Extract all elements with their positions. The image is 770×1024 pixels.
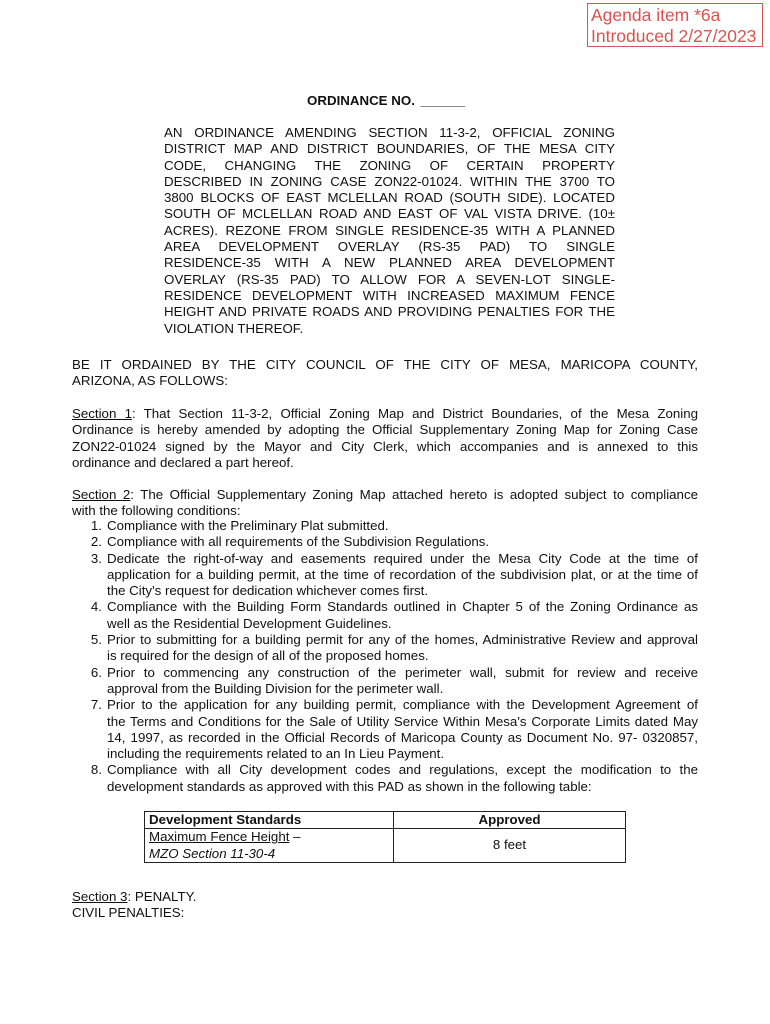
section-3 bbox=[72, 889, 698, 922]
condition-text-line: 14, 1997, as recorded in the Official Records of Maricopa County as Document No. 97- 0320857, bbox=[107, 729, 698, 745]
section-1-first-line bbox=[72, 406, 698, 422]
condition-number: 5 . bbox=[82, 632, 102, 648]
fence-height-cell bbox=[145, 829, 394, 863]
condition-item bbox=[72, 697, 698, 762]
caption-line: RESIDENCE DEVELOPMENT WITH INCREASED MAXIMUM FENCE bbox=[164, 287, 615, 303]
condition-number: 6 . bbox=[82, 665, 102, 681]
condition-text-line: Compliance with the Preliminary Plat submitted. bbox=[107, 518, 389, 533]
section-3-title: : PENALTY. bbox=[127, 889, 197, 904]
condition-item bbox=[72, 632, 698, 665]
condition-item bbox=[72, 665, 698, 698]
condition-number: 2 . bbox=[82, 534, 102, 550]
caption-line: 3800 BLOCKS OF EAST MCLELLAN ROAD (SOUTH SIDE). LOCATED bbox=[164, 190, 615, 206]
enacting-line: BE IT ORDAINED BY THE CITY COUNCIL OF THE CITY OF MESA, MARICOPA COUNTY, bbox=[72, 357, 698, 372]
section-2 bbox=[72, 487, 698, 520]
caption-line: AREA DEVELOPMENT OVERLAY (RS-35 PAD) TO SINGLE bbox=[164, 239, 615, 255]
fence-height-value: 8 feet bbox=[394, 829, 626, 863]
mzo-section-ref: MZO Section 11-30-4 bbox=[149, 845, 276, 861]
agenda-item-label: Agenda item *6a bbox=[591, 5, 721, 25]
section-1-line: ordinance and declared a part hereof. bbox=[72, 454, 294, 470]
caption-line: DESCRIBED IN ZONING CASE ZON22-01024. WITHIN THE 3700 TO bbox=[164, 173, 615, 189]
condition-text-line: approval from the Building Division for the perimeter wall. bbox=[107, 680, 444, 696]
table-header-approved: Approved bbox=[394, 812, 626, 829]
section-1-line: ZON22-01024 signed by the Mayor and City Clerk, which accompanies and is annexed to this bbox=[72, 438, 698, 454]
section-2-first-text: : The Official Supplementary Zoning Map attached hereto is adopted subject to compliance bbox=[130, 487, 698, 502]
caption-line: VIOLATION THEREOF. bbox=[164, 320, 304, 336]
section-3-heading: Section 3 bbox=[72, 889, 128, 904]
caption-line: SOUTH OF MCLELLAN ROAD AND EAST OF VAL VISTA DRIVE. (10± bbox=[164, 206, 615, 222]
condition-number: 7 . bbox=[82, 697, 102, 713]
condition-number: 1 . bbox=[82, 518, 102, 534]
section-2-second-line: with the following conditions: bbox=[72, 503, 241, 519]
caption-line: RESIDENCE-35 WITH A NEW PLANNED AREA DEVELOPMENT bbox=[164, 255, 615, 271]
condition-item bbox=[72, 534, 698, 550]
agenda-stamp bbox=[587, 3, 763, 47]
ordinance-number-label: ORDINANCE NO. bbox=[307, 93, 415, 108]
section-1-line: Ordinance is hereby amended by adopting the Official Supplementary Zoning Map for Zoning Case bbox=[72, 422, 698, 438]
condition-text-line: Prior to submitting for a building permit for any of the homes, Administrative Review and approval bbox=[107, 632, 698, 648]
ordinance-title bbox=[0, 93, 770, 109]
condition-number: 3 . bbox=[82, 551, 102, 567]
condition-item bbox=[72, 551, 698, 600]
caption-line: CODE, CHANGING THE ZONING OF CERTAIN PROPERTY bbox=[164, 157, 615, 173]
condition-item bbox=[72, 762, 698, 795]
table-header-row bbox=[145, 812, 626, 829]
section-1-body bbox=[72, 422, 698, 471]
condition-text-line: Prior to commencing any construction of the perimeter wall, submit for review and receive bbox=[107, 664, 698, 680]
enacting-clause bbox=[72, 357, 698, 390]
condition-text-line: including the requirements related to an In Lieu Payment. bbox=[107, 746, 445, 762]
condition-text-line: is required for the design of all of the proposed homes. bbox=[107, 648, 429, 664]
table-row bbox=[145, 829, 626, 863]
enacting-line: ARIZONA, AS FOLLOWS: bbox=[72, 373, 228, 389]
fence-height-label: Maximum Fence Height bbox=[149, 829, 290, 845]
introduced-date-label: Introduced 2/27/2023 bbox=[591, 26, 757, 46]
caption-line: ACRES). REZONE FROM SINGLE RESIDENCE-35 WITH A PLANNED bbox=[164, 222, 615, 238]
fence-height-dash: – bbox=[289, 829, 301, 845]
development-standards-table bbox=[144, 811, 626, 863]
section-2-first-line bbox=[72, 487, 698, 503]
civil-penalties-heading: CIVIL PENALTIES: bbox=[72, 905, 185, 921]
section-1-first-text: : That Section 11-3-2, Official Zoning Map and District Boundaries, of the Mesa Zoning bbox=[131, 406, 698, 421]
section-1 bbox=[72, 406, 698, 471]
condition-text-line: development standards as approved with this PAD as shown in the following table: bbox=[107, 778, 592, 794]
condition-text-line: Compliance with all City development codes and regulations, except the modification to the bbox=[107, 762, 698, 778]
condition-text-line: the City's request for dedication whichever comes first. bbox=[107, 583, 429, 599]
condition-text-line: the Terms and Conditions for the Sale of Utility Service Within Mesa's Corporate Limits dated May bbox=[107, 713, 698, 729]
ordinance-caption bbox=[164, 125, 615, 337]
section-2-heading: Section 2 bbox=[72, 487, 131, 502]
section-1-heading: Section 1 bbox=[72, 406, 132, 421]
ordinance-number-blank: ______ bbox=[420, 93, 465, 108]
caption-line: HEIGHT AND PRIVATE ROADS AND PROVIDING PENALTIES FOR THE bbox=[164, 304, 615, 320]
condition-text-line: Compliance with all requirements of the Subdivision Regulations. bbox=[107, 534, 490, 550]
caption-line: AN ORDINANCE AMENDING SECTION 11-3-2, OFFICIAL ZONING bbox=[164, 125, 615, 140]
conditions-list bbox=[72, 518, 698, 795]
condition-text-line: Dedicate the right-of-way and easements required under the Mesa City Code at the time of bbox=[107, 550, 698, 566]
condition-number: 8 . bbox=[82, 762, 102, 778]
condition-item bbox=[72, 599, 698, 632]
condition-text-line: Compliance with the Building Form Standards outlined in Chapter 5 of the Zoning Ordinance as bbox=[107, 599, 698, 615]
condition-number: 4 . bbox=[82, 599, 102, 615]
condition-item bbox=[72, 518, 698, 534]
condition-text-line: well as the Residential Development Guidelines. bbox=[107, 615, 392, 631]
table-header-standards: Development Standards bbox=[145, 812, 394, 829]
caption-line: OVERLAY (RS-35 PAD) TO ALLOW FOR A SEVEN-LOT SINGLE- bbox=[164, 271, 615, 287]
section-3-line bbox=[72, 889, 698, 905]
caption-line: DISTRICT MAP AND DISTRICT BOUNDARIES, OF THE MESA CITY bbox=[164, 141, 615, 157]
condition-text-line: application for a building permit, at the time of recordation of the subdivision plat, or at the time of bbox=[107, 566, 698, 582]
condition-text-line: Prior to the application for any building permit, compliance with the Development Agreement of bbox=[107, 697, 698, 713]
